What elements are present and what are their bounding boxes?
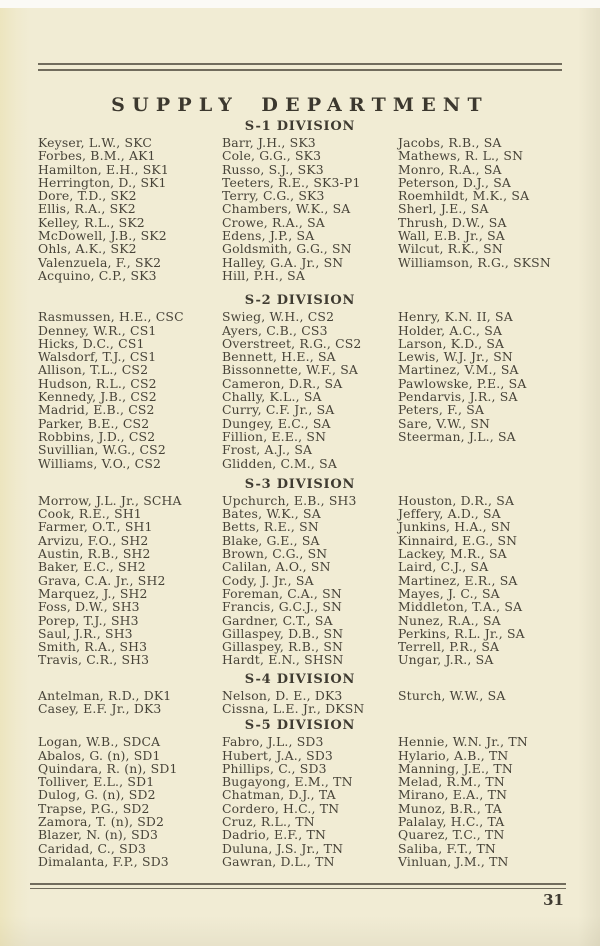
- division-header: S-1 DIVISION: [244, 119, 356, 134]
- roster-entry: Antelman, R.D., DK1: [38, 687, 172, 703]
- roster-entry: Travis, C.R., SH3: [38, 652, 150, 668]
- roster-column: [38, 310, 222, 470]
- roster-entry: Palalay, H.C., TA: [398, 814, 505, 830]
- roster-entry: Foreman, C.A., SN: [222, 585, 342, 601]
- roster-entry: Herrington, D., SK1: [38, 174, 167, 190]
- roster-column: [222, 689, 398, 716]
- roster-entry: Laird, C.J., SA: [398, 559, 489, 575]
- roster-entry: Thrush, D.W., SA: [398, 214, 507, 230]
- roster-entry: Mathews, R. L., SN: [398, 148, 524, 164]
- roster-entry: Calilan, A.O., SN: [222, 559, 331, 575]
- roster-entry: Dimalanta, F.P., SD3: [38, 853, 169, 869]
- roster-entry: Overstreet, R.G., CS2: [222, 335, 362, 351]
- division-header: S-4 DIVISION: [244, 671, 356, 687]
- top-double-rule: [38, 63, 562, 71]
- roster-column: [222, 136, 398, 282]
- roster-entry: Baker, E.C., SH2: [38, 559, 146, 575]
- roster-entry: Morrow, J.L. Jr., SCHA: [38, 492, 182, 508]
- roster-entry: Wall, E.B. Jr., SA: [398, 228, 505, 244]
- roster-entry: Melad, R.M., TN: [398, 774, 505, 790]
- roster-entry: Junkins, H.A., SN: [398, 519, 511, 535]
- roster-entry: Bugayong, E.M., TN: [222, 774, 353, 790]
- roster-entry: Saliba, F.T., TN: [398, 840, 496, 856]
- roster-entry: Martinez, E.R., SA: [398, 572, 518, 588]
- roster-column: [38, 136, 222, 282]
- roster-entry: Farmer, O.T., SH1: [38, 519, 153, 535]
- roster-entry: Saul, J.R., SH3: [38, 625, 133, 641]
- roster-entry: Peterson, D.J., SA: [398, 174, 512, 190]
- roster-column: [398, 310, 600, 470]
- roster-entry: Parker, B.E., CS2: [38, 415, 150, 431]
- roster-column: [38, 494, 222, 667]
- roster-entry: Cruz, R.L., TN: [222, 814, 315, 830]
- roster-entry: Dadrio, E.F., TN: [222, 827, 327, 843]
- roster-entry: Peters, F., SA: [398, 402, 485, 418]
- roster-entry: Monro, R.A., SA: [398, 161, 502, 177]
- roster-entry: Cordero, H.C., TN: [222, 800, 340, 816]
- rule-line: [38, 69, 562, 71]
- roster-entry: Barr, J.H., SK3: [222, 135, 316, 150]
- roster-column: [398, 689, 600, 716]
- roster-entry: Gillaspey, R.B., SN: [222, 639, 344, 655]
- roster-entry: Terrell, P.R., SA: [398, 639, 500, 655]
- roster-entry: Ayers, C.B., CS3: [222, 322, 328, 338]
- roster-entry: Quindara, R. (n), SD1: [38, 760, 178, 776]
- bottom-double-rule: [30, 883, 566, 889]
- roster-entry: Bennett, H.E., SA: [222, 349, 336, 365]
- roster-entry: Nelson, D. E., DK3: [222, 687, 343, 703]
- roster-entry: Ohls, A.K., SK2: [38, 241, 137, 257]
- roster-entry: Allison, T.L., CS2: [38, 362, 149, 378]
- roster-entry: Fillion, E.E., SN: [222, 428, 327, 444]
- roster-entry: Cody, J. Jr., SA: [222, 572, 314, 588]
- roster-entry: Terry, C.G., SK3: [222, 188, 325, 204]
- roster-entry: Austin, R.B., SH2: [38, 546, 151, 562]
- roster-entry: Chambers, W.K., SA: [222, 201, 351, 217]
- division-section: [38, 719, 600, 868]
- roster-entry: Chatman, D.J., TA: [222, 787, 336, 803]
- roster-entry: Dungey, E.C., SA: [222, 415, 331, 431]
- roster-entry: Mirano, E.A., TN: [398, 787, 508, 803]
- roster-entry: Halley, G.A. Jr., SN: [222, 254, 344, 270]
- roster-columns: [38, 310, 600, 470]
- roster-entry: Teeters, R.E., SK3-P1: [222, 174, 361, 190]
- roster-entry: Abalos, G. (n), SD1: [38, 747, 161, 763]
- roster-entry: Cook, R.E., SH1: [38, 506, 142, 522]
- roster-entry: Phillips, C., SD3: [222, 760, 327, 776]
- roster-entry: Casey, E.F. Jr., DK3: [38, 700, 162, 716]
- roster-entry: Nunez, R.A., SA: [398, 612, 501, 628]
- roster-entry: Steerman, J.L., SA: [398, 428, 516, 444]
- page-title: SUPPLY DEPARTMENT: [111, 94, 489, 116]
- roster-entry: Logan, W.B., SDCA: [38, 734, 161, 750]
- roster-entry: Kennedy, J.B., CS2: [38, 389, 157, 405]
- roster-entry: Dore, T.D., SK2: [38, 188, 137, 204]
- roster-entry: Hardt, E.N., SHSN: [222, 652, 344, 668]
- roster-entry: Pendarvis, J.R., SA: [398, 389, 518, 405]
- roster-entry: Goldsmith, G.G., SN: [222, 241, 352, 257]
- roster-entry: Crowe, R.A., SA: [222, 214, 325, 230]
- roster-entry: Hudson, R.L., CS2: [38, 375, 157, 391]
- roster-entry: Forbes, B.M., AK1: [38, 148, 156, 164]
- roster-entry: Roemhildt, M.K., SA: [398, 188, 530, 204]
- roster-entry: Cissna, L.E. Jr., DKSN: [222, 700, 365, 716]
- roster-entry: Gardner, C.T., SA: [222, 612, 333, 628]
- roster-entry: Lewis, W.J. Jr., SN: [398, 349, 513, 365]
- roster-entry: Hubert, J.A., SD3: [222, 747, 334, 763]
- roster-entry: Caridad, C., SD3: [38, 840, 147, 856]
- roster-entry: Swieg, W.H., CS2: [222, 309, 335, 325]
- roster-entry: Rasmussen, H.E., CSC: [38, 309, 184, 325]
- roster-entry: Foss, D.W., SH3: [38, 599, 140, 615]
- roster-entry: Sherl, J.E., SA: [398, 201, 489, 217]
- roster-entry: Curry, C.F. Jr., SA: [222, 402, 335, 418]
- roster-entry: Perkins, R.L. Jr., SA: [398, 625, 525, 641]
- roster-entry: Suvillian, W.G., CS2: [38, 442, 166, 458]
- roster-entry: Walsdorf, T.J., CS1: [38, 349, 157, 365]
- roster-entry: Larson, K.D., SA: [398, 335, 505, 351]
- roster-entry: Brown, C.G., SN: [222, 546, 328, 562]
- roster-column: [222, 310, 398, 470]
- division-header: S-2 DIVISION: [244, 293, 356, 309]
- roster-entry: Acquino, C.P., SK3: [38, 267, 157, 283]
- roster-entry: Blazer, N. (n), SD3: [38, 827, 159, 843]
- roster-entry: Tolliver, E.L., SD1: [38, 774, 155, 790]
- roster-entry: Zamora, T. (n), SD2: [38, 814, 165, 830]
- roster-entry: Holder, A.C., SA: [398, 322, 503, 338]
- roster-entry: Chally, K.L., SA: [222, 389, 322, 405]
- roster-column: [222, 735, 398, 868]
- division-header: S-5 DIVISION: [244, 718, 356, 734]
- roster-entry: Vinluan, J.M., TN: [398, 853, 509, 869]
- roster-column: [398, 735, 600, 868]
- roster-entry: Pawlowske, P.E., SA: [398, 375, 527, 391]
- roster-entry: Wilcut, R.K., SN: [398, 241, 503, 257]
- roster-entry: Porep, T.J., SH3: [38, 612, 139, 628]
- roster-entry: Hamilton, E.H., SK1: [38, 161, 169, 177]
- roster-entry: Williamson, R.G., SKSN: [398, 254, 551, 270]
- roster-content: [0, 120, 600, 868]
- roster-entry: Lackey, M.R., SA: [398, 546, 507, 562]
- roster-entry: Francis, G.C.J., SN: [222, 599, 343, 615]
- roster-columns: [38, 494, 600, 667]
- roster-columns: [38, 136, 600, 282]
- roster-entry: Henry, K.N. II, SA: [398, 309, 513, 325]
- roster-column: [398, 136, 600, 282]
- roster-entry: Bissonnette, W.F., SA: [222, 362, 359, 378]
- roster-entry: Quarez, T.C., TN: [398, 827, 505, 843]
- roster-entry: Williams, V.O., CS2: [38, 455, 162, 471]
- roster-entry: Jacobs, R.B., SA: [398, 135, 502, 150]
- roster-column: [398, 494, 600, 667]
- roster-entry: Gawran, D.L., TN: [222, 853, 335, 869]
- roster-entry: Bates, W.K., SA: [222, 506, 321, 522]
- roster-entry: Madrid, E.B., CS2: [38, 402, 155, 418]
- roster-entry: Trapse, P.G., SD2: [38, 800, 150, 816]
- roster-entry: Munoz, B.R., TA: [398, 800, 503, 816]
- roster-entry: Valenzuela, F., SK2: [38, 254, 162, 270]
- roster-entry: Glidden, C.M., SA: [222, 455, 337, 471]
- roster-entry: Middleton, T.A., SA: [398, 599, 523, 615]
- roster-column: [222, 494, 398, 667]
- division-header: S-3 DIVISION: [244, 476, 356, 492]
- roster-entry: Ungar, J.R., SA: [398, 652, 494, 668]
- roster-entry: Blake, G.E., SA: [222, 532, 320, 548]
- roster-entry: Grava, C.A. Jr., SH2: [38, 572, 166, 588]
- roster-entry: Hylario, A.B., TN: [398, 747, 509, 763]
- roster-entry: Betts, R.E., SN: [222, 519, 319, 535]
- roster-entry: Robbins, J.D., CS2: [38, 428, 156, 444]
- roster-entry: Frost, A.J., SA: [222, 442, 313, 458]
- roster-entry: Martinez, V.M., SA: [398, 362, 519, 378]
- roster-entry: Hicks, D.C., CS1: [38, 335, 145, 351]
- rule-line: [30, 888, 566, 890]
- roster-entry: Smith, R.A., SH3: [38, 639, 148, 655]
- division-section: [38, 120, 600, 282]
- roster-entry: Sturch, W.W., SA: [398, 687, 506, 703]
- division-section: [38, 294, 600, 470]
- roster-entry: Edens, J.P., SA: [222, 228, 315, 244]
- roster-entry: Kelley, R.L., SK2: [38, 214, 145, 230]
- scanned-roster-page: [0, 8, 600, 946]
- roster-entry: Fabro, J.L., SD3: [222, 734, 324, 750]
- roster-entry: McDowell, J.B., SK2: [38, 228, 167, 244]
- division-section: [38, 478, 600, 667]
- roster-entry: Sare, V.W., SN: [398, 415, 491, 431]
- roster-entry: Duluna, J.S. Jr., TN: [222, 840, 344, 856]
- division-section: [38, 673, 600, 716]
- roster-entry: Mayes, J. C., SA: [398, 585, 500, 601]
- roster-entry: Manning, J.E., TN: [398, 760, 513, 776]
- roster-entry: Upchurch, E.B., SH3: [222, 492, 357, 508]
- roster-entry: Cameron, D.R., SA: [222, 375, 343, 391]
- roster-entry: Gillaspey, D.B., SN: [222, 625, 344, 641]
- roster-entry: Kinnaird, E.G., SN: [398, 532, 518, 548]
- roster-entry: Hill, P.H., SA: [222, 267, 305, 283]
- roster-entry: Hennie, W.N. Jr., TN: [398, 734, 528, 750]
- roster-columns: [38, 689, 600, 716]
- roster-column: [38, 735, 222, 868]
- roster-entry: Houston, D.R., SA: [398, 492, 515, 508]
- roster-entry: Keyser, L.W., SKC: [38, 135, 152, 150]
- roster-column: [38, 689, 222, 716]
- roster-entry: Arvizu, F.O., SH2: [38, 532, 149, 548]
- roster-entry: Denney, W.R., CS1: [38, 322, 157, 338]
- roster-entry: Ellis, R.A., SK2: [38, 201, 136, 217]
- roster-entry: Marquez, J., SH2: [38, 585, 148, 601]
- page-number: 31: [543, 891, 564, 909]
- roster-columns: [38, 735, 600, 868]
- roster-entry: Cole, G.G., SK3: [222, 148, 322, 164]
- roster-entry: Dulog, G. (n), SD2: [38, 787, 156, 803]
- roster-entry: Russo, S.J., SK3: [222, 161, 324, 177]
- roster-entry: Jeffery, A.D., SA: [398, 506, 501, 522]
